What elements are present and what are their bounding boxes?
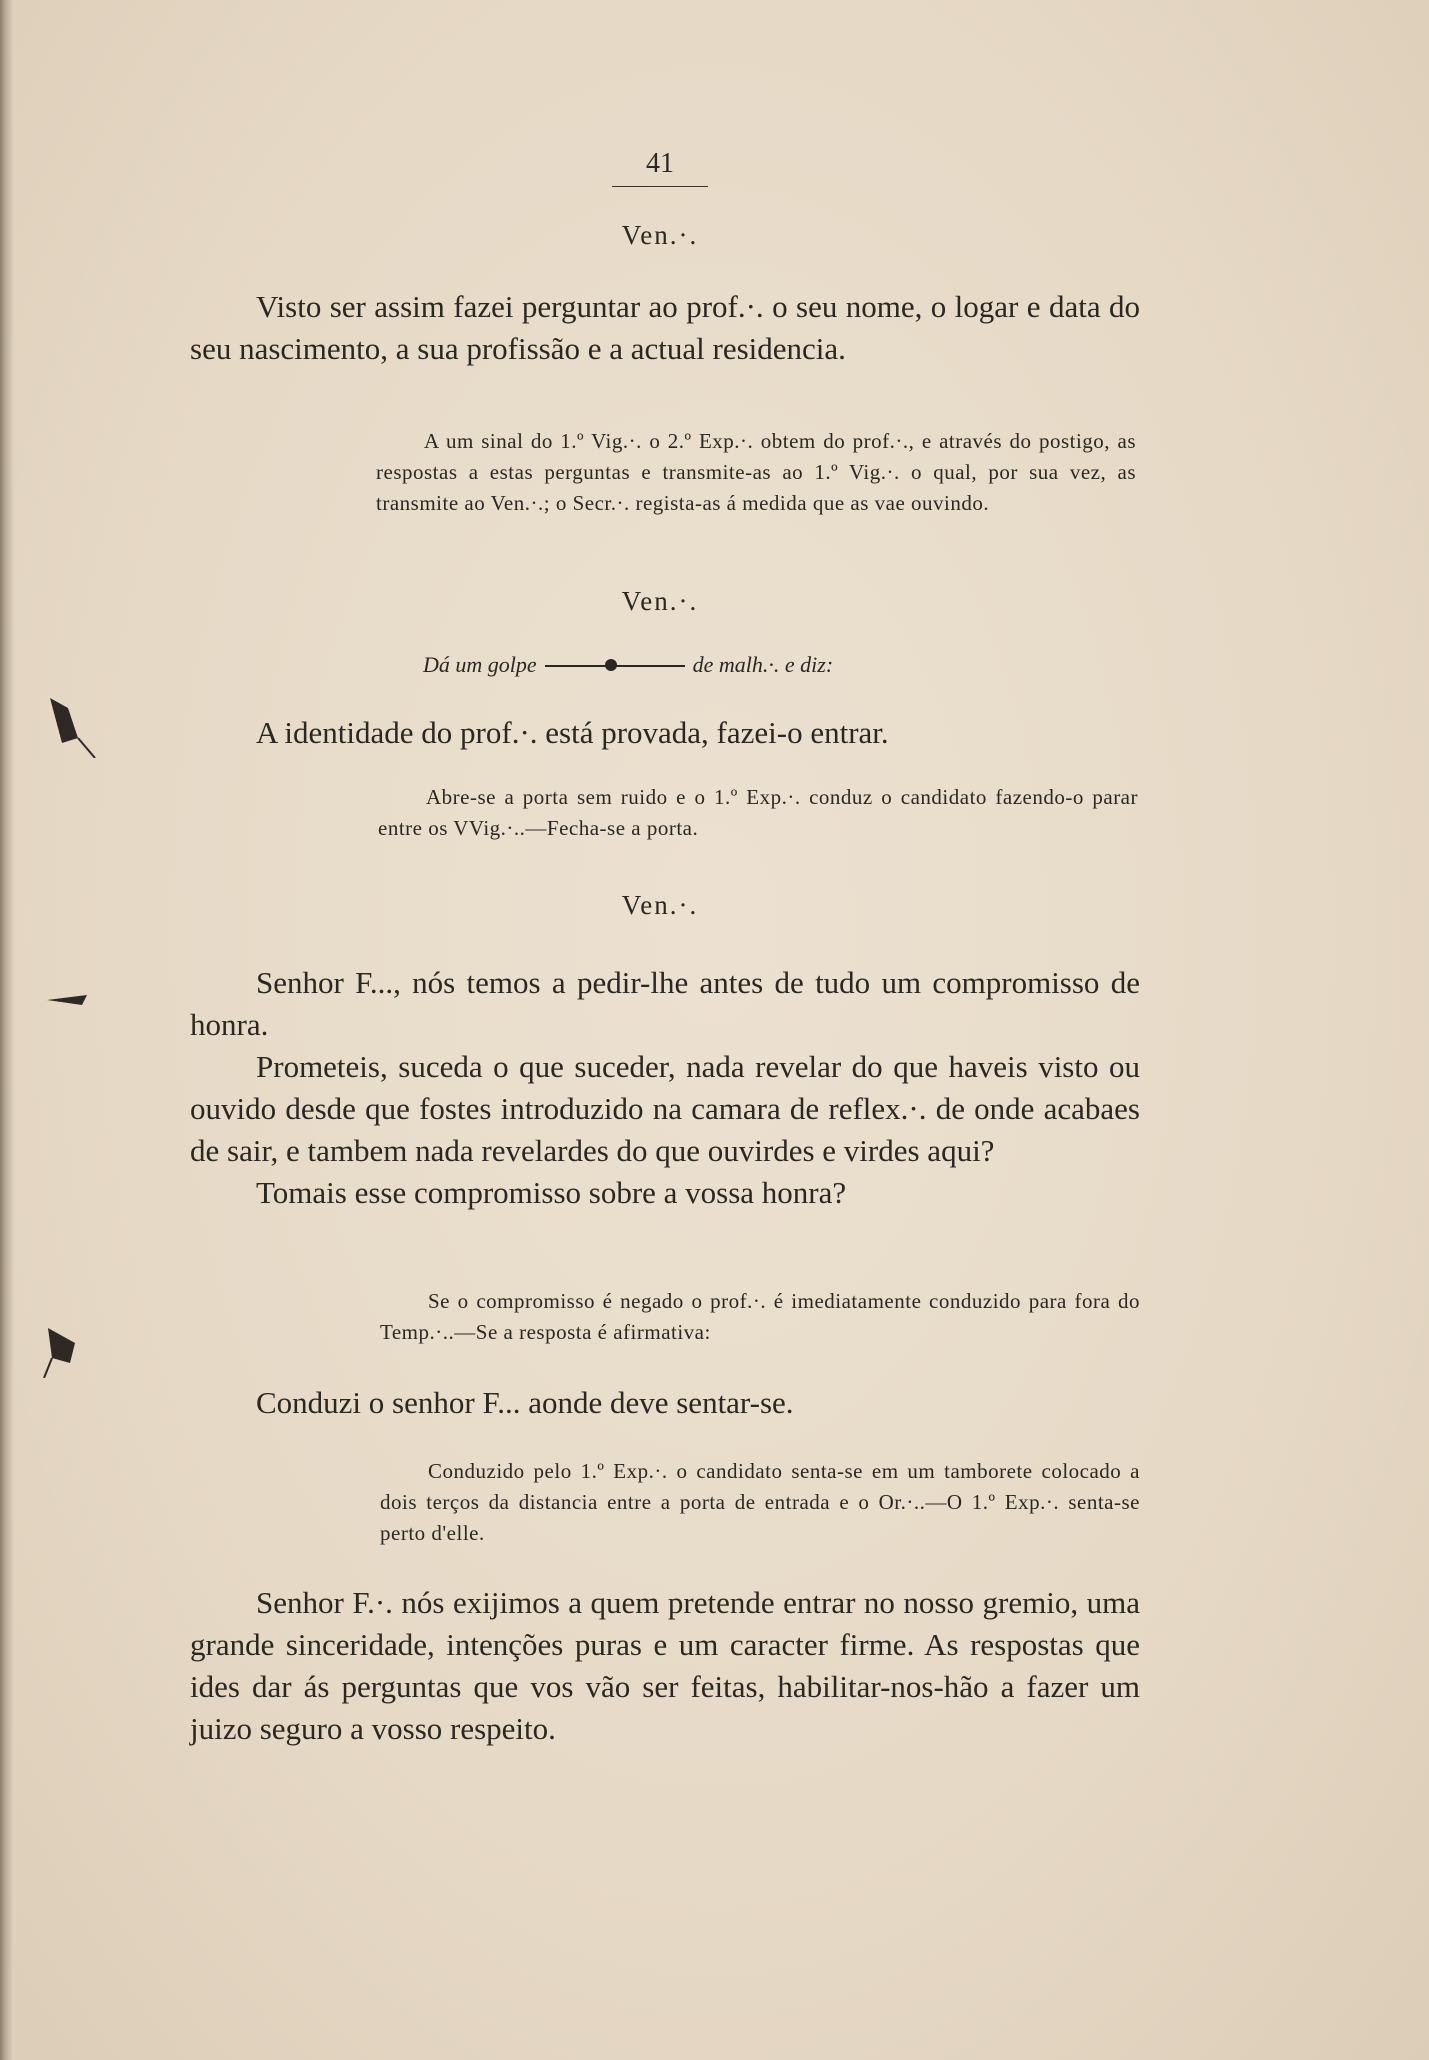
italic-text-after: de malh.·. e diz: [692, 652, 834, 677]
speech-paragraph [190, 1382, 1140, 1424]
stage-direction [378, 782, 1138, 844]
speech-text: Tomais esse compromisso sobre a vossa honra? [256, 1175, 847, 1210]
speech-text: Senhor F..., nós temos a pedir-lhe antes de tudo um compromisso de honra. [190, 965, 1140, 1042]
speech-paragraph [190, 962, 1140, 1214]
binding-edge [0, 0, 14, 2060]
speech-text: Visto ser assim fazei perguntar ao prof.·. o seu nome, o logar e data do seu nascimento, a sua profissão e a actual residencia. [190, 289, 1140, 366]
italic-text-before: Dá um golpe [423, 652, 537, 677]
italic-instruction [423, 652, 983, 678]
speech-paragraph [190, 1582, 1140, 1750]
stage-text: Se o compromisso é negado o prof.·. é imediatamente conduzido para fora do Temp.·..—Se a resposta é afirmativa: [380, 1289, 1140, 1344]
bug-icon [40, 688, 100, 758]
speaker-heading: Ven.·. [621, 220, 699, 250]
page-number-rule [612, 186, 708, 187]
speech-text: Prometeis, suceda o que suceder, nada revelar do que haveis visto ou ouvido desde que fostes introduzido na camara de reflex.·. de onde acabaes de sair, e tambem nada revelardes do que ouvirdes e virdes aqui? [190, 1049, 1140, 1168]
stage-text: A um sinal do 1.º Vig.·. o 2.º Exp.·. obtem do prof.·., e através do postigo, as respostas a estas perguntas e transmite-as ao 1.º Vig.·. o qual, por sua vez, as transmite ao Ven.·.; o Secr.·. regista-as á medida que as vae ouvindo. [376, 429, 1136, 515]
speech-text: Conduzi o senhor F... aonde deve sentar-se. [256, 1385, 794, 1420]
speech-text: Senhor F.·. nós exijimos a quem pretende entrar no nosso gremio, uma grande sinceridade, intenções puras e um caracter firme. As respostas que ides dar ás perguntas que vos vão ser feitas, habilitar-nos-hão a fazer um juizo seguro a vosso respeito. [190, 1585, 1140, 1746]
stage-direction [380, 1286, 1140, 1348]
gavel-icon [545, 658, 685, 672]
speaker-heading: Ven.·. [621, 890, 699, 920]
bug-icon [42, 980, 92, 1010]
speaker-heading: Ven.·. [621, 586, 699, 616]
stage-text: Conduzido pelo 1.º Exp.·. o candidato senta-se em um tamborete colocado a dois terços da distancia entre a porta de entrada e o Or.·..—O 1.º Exp.·. senta-se perto d'elle. [380, 1459, 1140, 1545]
page-number: 41 [646, 148, 674, 179]
bug-icon [40, 1318, 90, 1378]
speech-text: A identidade do prof.·. está provada, fazei-o entrar. [256, 715, 889, 750]
speech-paragraph [190, 712, 1140, 754]
stage-direction [376, 426, 1136, 519]
stage-direction [380, 1456, 1140, 1549]
stage-text: Abre-se a porta sem ruido e o 1.º Exp.·. conduz o candidato fazendo-o parar entre os VVig.·..—Fecha-se a porta. [378, 785, 1138, 840]
speech-paragraph [190, 286, 1140, 370]
